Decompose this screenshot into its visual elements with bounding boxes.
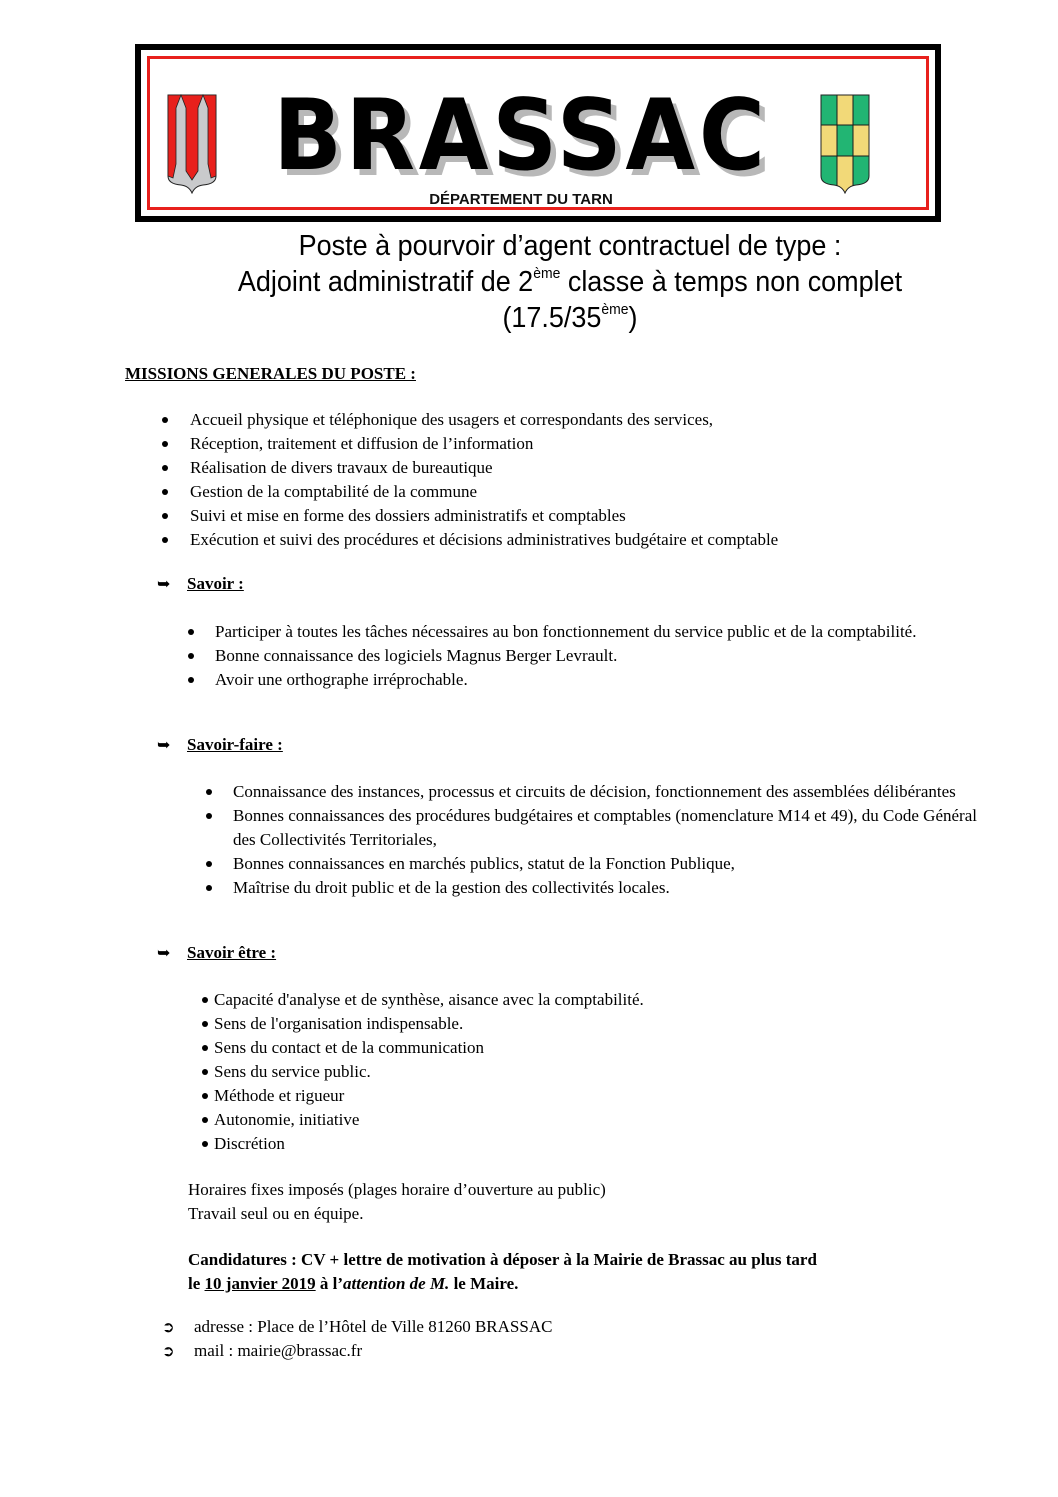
list-item: [200, 1108, 900, 1132]
list-item-text: Sens du contact et de la communication: [214, 1038, 485, 1057]
savoir-etre-heading: [157, 943, 276, 963]
pointing-hand-icon: ➥: [157, 576, 171, 593]
contact-address: adresse : Place de l’Hôtel de Ville 81260 BRASSAC: [194, 1317, 553, 1336]
application-instructions: [188, 1248, 817, 1296]
list-item: [203, 804, 993, 852]
bullet-icon: [162, 513, 168, 519]
conditions-hours: Horaires fixes imposés (plages horaire d’ouverture au public): [188, 1180, 606, 1199]
list-item-text: Participer à toutes les tâches nécessaires au bon fonctionnement du service public et de la comptabilité.: [215, 622, 917, 641]
list-item-text: Maîtrise du droit public et de la gestion des collectivités locales.: [233, 878, 670, 897]
application-text: le Maire.: [449, 1274, 519, 1293]
savoir-faire-heading-label: Savoir-faire :: [187, 735, 283, 754]
list-item: [203, 780, 993, 804]
bullet-icon: [162, 537, 168, 543]
list-item: [200, 988, 900, 1012]
bullet-icon: [202, 997, 208, 1003]
coat-of-arms-left-icon: [167, 94, 217, 194]
list-item: [200, 1060, 900, 1084]
savoir-heading-label: Savoir :: [187, 574, 244, 593]
list-item-text: Gestion de la comptabilité de la commune: [190, 482, 478, 501]
bullet-icon: [188, 677, 194, 683]
bullet-icon: [206, 813, 212, 819]
conditions-work: Travail seul ou en équipe.: [188, 1204, 364, 1223]
bullet-icon: [188, 653, 194, 659]
list-item: [160, 504, 980, 528]
list-item-text: Autonomie, initiative: [214, 1110, 360, 1129]
arrow-right-icon: ➲: [162, 1342, 175, 1360]
application-line-1: Candidatures : CV + lettre de motivation à déposer à la Mairie de Brassac au plus tard: [188, 1250, 817, 1269]
list-item: [200, 1084, 900, 1108]
application-deadline: 10 janvier 2019: [204, 1274, 316, 1293]
application-line-2: [188, 1272, 817, 1296]
list-item-text: Bonnes connaissances en marchés publics, statut de la Fonction Publique,: [233, 854, 735, 873]
title-line-3: [152, 300, 989, 336]
title-line-3-superscript: ème: [601, 301, 629, 318]
bullet-icon: [162, 465, 168, 471]
coat-of-arms-right-icon: [820, 94, 870, 194]
page-title: [152, 228, 989, 336]
contact-mail-row: [162, 1339, 552, 1363]
title-line-3-text: (17.5/35: [502, 302, 602, 334]
bullet-icon: [202, 1021, 208, 1027]
bullet-icon: [202, 1141, 208, 1147]
pointing-hand-icon: ➥: [157, 737, 171, 754]
list-item: [160, 408, 980, 432]
list-item-text: Suivi et mise en forme des dossiers administratifs et comptables: [190, 506, 626, 525]
list-item: [185, 668, 945, 692]
application-text: à l’: [315, 1274, 344, 1293]
list-item-text: Avoir une orthographe irréprochable.: [215, 670, 468, 689]
title-line-1: Poste à pourvoir d’agent contractuel de type :: [298, 230, 842, 262]
arrow-right-icon: ➲: [162, 1318, 175, 1336]
list-item-text: Bonnes connaissances des procédures budgétaires et comptables (nomenclature M14 et 49), du Code Général des Collectivités Territoriales,: [233, 806, 977, 849]
list-item: [160, 528, 980, 552]
application-text: le: [188, 1274, 205, 1293]
brand-subtitle: DÉPARTEMENT DU TARN: [429, 191, 613, 208]
header-banner: [135, 44, 941, 222]
list-item-text: Discrétion: [214, 1134, 285, 1153]
savoir-faire-list: [203, 780, 993, 900]
title-line-3-text-end: ): [628, 302, 638, 334]
bullet-icon: [206, 885, 212, 891]
application-attention: attention de M.: [343, 1274, 450, 1293]
bullet-icon: [162, 489, 168, 495]
conditions-paragraph: [188, 1178, 606, 1226]
list-item: [160, 456, 980, 480]
list-item-text: Réalisation de divers travaux de bureautique: [190, 458, 493, 477]
list-item-text: Accueil physique et téléphonique des usagers et correspondants des services,: [190, 410, 714, 429]
pointing-hand-icon: ➥: [157, 945, 171, 962]
bullet-icon: [202, 1093, 208, 1099]
contact-mail[interactable]: mail : mairie@brassac.fr: [194, 1341, 363, 1360]
list-item-text: Bonne connaissance des logiciels Magnus Berger Levrault.: [215, 646, 618, 665]
missions-list: [160, 408, 980, 552]
brand-name: BRASSAC: [273, 79, 769, 193]
bullet-icon: [202, 1045, 208, 1051]
list-item-text: Exécution et suivi des procédures et décisions administratives budgétaire et comptable: [190, 530, 779, 549]
contact-info: [162, 1315, 552, 1363]
contact-address-row: [162, 1315, 552, 1339]
list-item-text: Réception, traitement et diffusion de l’information: [190, 434, 534, 453]
list-item: [160, 432, 980, 456]
bullet-icon: [188, 629, 194, 635]
bullet-icon: [162, 441, 168, 447]
bullet-icon: [206, 861, 212, 867]
list-item: [200, 1012, 900, 1036]
list-item-text: Méthode et rigueur: [214, 1086, 345, 1105]
savoir-etre-list: [200, 988, 900, 1156]
title-line-2-text-end: classe à temps non complet: [560, 266, 903, 298]
list-item-text: Connaissance des instances, processus et circuits de décision, fonctionnement des assemblées délibérantes: [233, 782, 956, 801]
missions-heading: MISSIONS GENERALES DU POSTE :: [125, 364, 416, 383]
list-item: [203, 852, 993, 876]
title-line-2-superscript: ème: [533, 265, 561, 282]
savoir-faire-heading: [157, 735, 283, 755]
bullet-icon: [162, 417, 168, 423]
bullet-icon: [206, 789, 212, 795]
header-banner-inner-border: [147, 56, 929, 210]
savoir-list: [185, 620, 945, 692]
savoir-heading: [157, 574, 244, 594]
list-item: [203, 876, 993, 900]
list-item: [200, 1132, 900, 1156]
list-item-text: Capacité d'analyse et de synthèse, aisance avec la comptabilité.: [214, 990, 644, 1009]
bullet-icon: [202, 1069, 208, 1075]
savoir-etre-heading-label: Savoir être :: [187, 943, 277, 962]
bullet-icon: [202, 1117, 208, 1123]
list-item: [185, 620, 945, 644]
list-item-text: Sens du service public.: [214, 1062, 371, 1081]
list-item: [200, 1036, 900, 1060]
list-item: [185, 644, 945, 668]
list-item: [160, 480, 980, 504]
title-line-2: [152, 264, 989, 300]
list-item-text: Sens de l'organisation indispensable.: [214, 1014, 464, 1033]
title-line-2-text: Adjoint administratif de 2: [237, 266, 534, 298]
